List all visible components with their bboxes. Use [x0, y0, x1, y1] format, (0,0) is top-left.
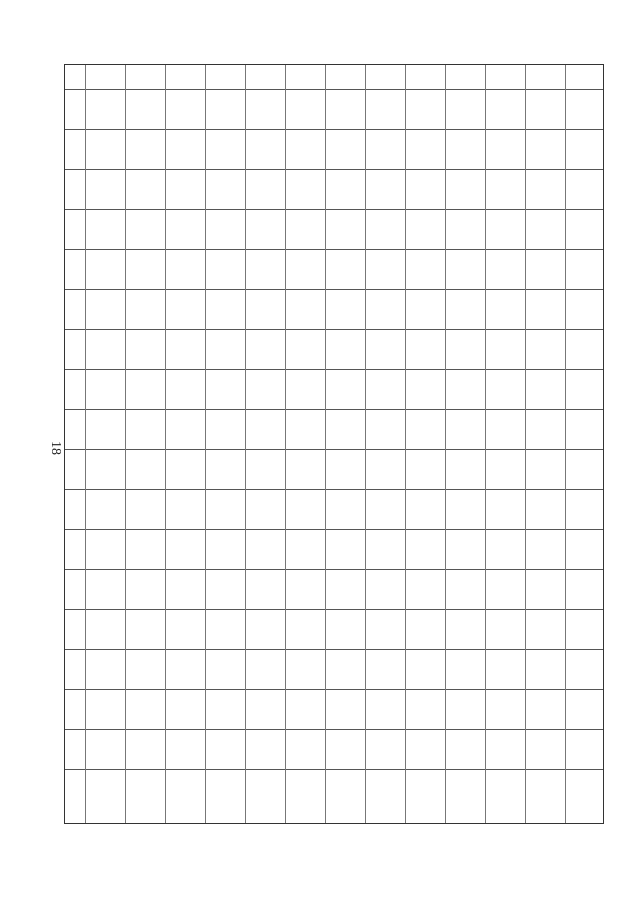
table-column-divider	[65, 169, 603, 170]
table-column-divider	[65, 209, 603, 210]
table-row-divider	[85, 65, 86, 823]
table-row-divider	[525, 65, 526, 823]
table-row-divider	[285, 65, 286, 823]
table-column-divider	[65, 289, 603, 290]
table-column-divider	[65, 409, 603, 410]
table-column-divider	[65, 529, 603, 530]
table-column-divider	[65, 649, 603, 650]
table-column-divider	[65, 569, 603, 570]
table-row-divider	[365, 65, 366, 823]
table-column-divider	[65, 489, 603, 490]
table-row-divider	[205, 65, 206, 823]
table-column-divider	[65, 609, 603, 610]
table-grid	[65, 65, 603, 823]
table-row-divider	[165, 65, 166, 823]
table-column-divider	[65, 369, 603, 370]
table-row-divider	[245, 65, 246, 823]
table-column-divider	[65, 689, 603, 690]
table-column-divider	[65, 129, 603, 130]
table-row-divider	[445, 65, 446, 823]
table-column-divider	[65, 329, 603, 330]
table-row-divider	[565, 65, 566, 823]
page-number: 18	[48, 441, 63, 455]
budget-table	[64, 64, 604, 824]
table-column-divider	[65, 89, 603, 90]
table-column-divider	[65, 769, 603, 770]
table-column-divider	[65, 449, 603, 450]
table-row-divider	[325, 65, 326, 823]
table-row-divider	[405, 65, 406, 823]
table-row-divider	[125, 65, 126, 823]
table-column-divider	[65, 249, 603, 250]
table-column-divider	[65, 729, 603, 730]
table-row-divider	[485, 65, 486, 823]
